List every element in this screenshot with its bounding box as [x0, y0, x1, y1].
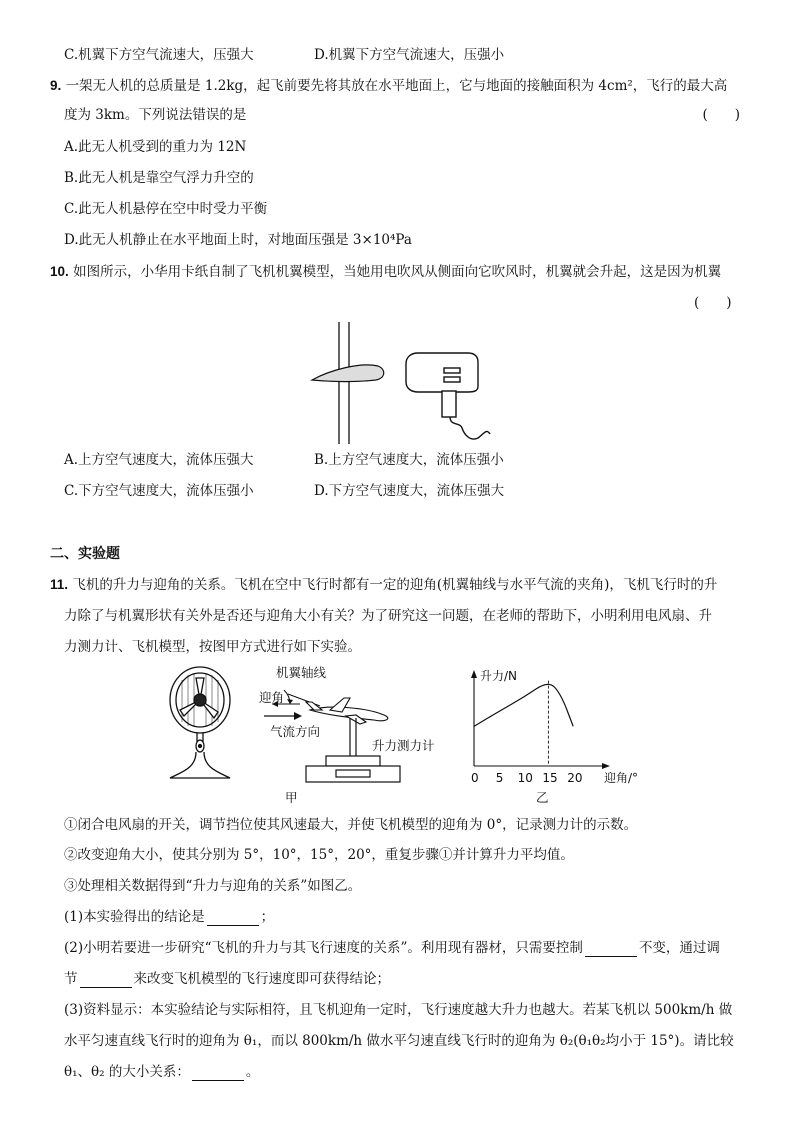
y-axis-arrow-icon [471, 670, 477, 678]
q11-sub2-text-a: (2)小明若要进一步研究“飞机的升力与其飞行速度的关系”。利用现有器材，只需要控制 [64, 940, 583, 956]
q11-sub3-end: 。 [245, 1064, 260, 1080]
q11-sub2-line1 [64, 939, 720, 957]
q11-stem-text1: 飞机的升力与迎角的关系。飞机在空中飞行时都有一定的迎角(机翼轴线与水平气流的夹角)，飞机飞行时的升 [72, 577, 718, 593]
label-lift-meter: 升力测力计 [372, 738, 435, 753]
q11-sub1 [64, 908, 274, 926]
q8-option-c: C.机翼下方空气流速大，压强大 [64, 47, 254, 63]
paper-wing-icon [312, 365, 384, 382]
q8-option-d: D.机翼下方空气流速大，压强小 [314, 47, 505, 63]
q9-option-c: C.此无人机悬停在空中时受力平衡 [64, 201, 268, 217]
figure-yi-caption: 乙 [536, 790, 549, 805]
q10-option-a: A.上方空气速度大，流体压强大 [64, 452, 254, 468]
q9-option-b: B.此无人机是靠空气浮力升空的 [64, 170, 254, 186]
q10-option-c: C.下方空气速度大，流体压强小 [64, 483, 254, 499]
q11-sub2-blank2[interactable] [80, 973, 132, 988]
label-attack-angle: 迎角 [259, 690, 285, 705]
q9-answer-paren: ( ) [702, 107, 740, 123]
q10-option-b: B.上方空气速度大，流体压强小 [314, 452, 504, 468]
q10-stem-line1 [50, 263, 721, 281]
hair-dryer-icon [406, 353, 490, 439]
figure-yi-lift-angle-chart [460, 666, 650, 786]
q11-stem-line1 [50, 576, 717, 594]
q11-number: 11. [50, 577, 69, 592]
q11-step3: ③处理相关数据得到“升力与迎角的关系”如图乙。 [64, 878, 362, 894]
x-tick-label: 20 [567, 771, 583, 785]
figure-jia-caption: 甲 [285, 790, 298, 805]
q11-sub2-text-d: 来改变飞机模型的飞行速度即可获得结论； [133, 971, 390, 987]
q11-sub3-text-a: θ₁、θ₂ 的大小关系： [64, 1064, 190, 1080]
wing-model-hairdryer-figure [300, 316, 500, 446]
electric-fan-icon [170, 667, 230, 778]
q9-stem-text2: 度为 3km。下列说法错误的是 [64, 107, 247, 123]
q11-sub1-blank[interactable] [207, 911, 259, 926]
section-heading-experiment: 二、实验题 [50, 546, 120, 562]
q9-number: 9. [50, 78, 62, 93]
q9-stem-line2 [64, 106, 740, 124]
x-tick-label: 15 [542, 771, 558, 785]
x-axis-label: 迎角/° [604, 771, 639, 785]
q11-sub3-line2: 水平匀速直线飞行时的迎角为 θ₁，而以 800km/h 做水平匀速直线飞行时的迎角为 θ₂(θ₁θ₂均小于 15°)。请比较 [64, 1033, 734, 1049]
x-tick-label: 5 [495, 771, 504, 785]
q11-sub1-end: ； [260, 909, 275, 925]
label-airflow-direction: 气流方向 [270, 724, 321, 739]
q11-step1: ①闭合电风扇的开关，调节挡位使其风速最大，并使飞机模型的迎角为 0°，记录测力计的示数。 [64, 817, 638, 833]
q10-answer-paren: ( ) [694, 295, 732, 311]
q11-sub3-line1: (3)资料显示：本实验结论与实际相符，且飞机迎角一定时，飞行速度越大升力也越大。若某飞机以 500km/h 做 [64, 1002, 733, 1018]
q9-stem-text1: 一架无人机的总质量是 1.2kg，起飞前要先将其放在水平地面上，它与地面的接触面积为 4cm²，飞行的最大高 [65, 78, 728, 94]
label-wing-axis: 机翼轴线 [276, 665, 327, 680]
q11-sub3-line3 [64, 1063, 259, 1081]
q11-sub3-blank[interactable] [192, 1066, 244, 1081]
y-axis-label: 升力/N [480, 669, 518, 683]
q11-sub2-line2 [64, 970, 390, 988]
q10-stem-text1: 如图所示，小华用卡纸自制了飞机机翼模型，当她用电吹风从侧面向它吹风时，机翼就会升起，这是因为机翼 [73, 264, 722, 280]
q11-step2: ②改变迎角大小，使其分别为 5°，10°，15°，20°，重复步骤①并计算升力平均值。 [64, 847, 574, 863]
q9-stem-line1 [50, 77, 727, 95]
airplane-model-icon [306, 698, 388, 724]
x-axis-arrow-icon [602, 763, 610, 769]
q10-number: 10. [50, 264, 69, 279]
q11-sub2-text-c: 节 [64, 971, 78, 987]
q11-sub2-text-b: 不变，通过调 [638, 940, 720, 956]
q11-stem-line2: 力除了与机翼形状有关外是否还与迎角大小有关？为了研究这一问题，在老师的帮助下，小明利用电风扇、升 [64, 608, 712, 624]
q11-sub2-blank1[interactable] [585, 942, 637, 957]
series-line [474, 684, 573, 726]
q11-sub1-text: (1)本实验得出的结论是 [64, 909, 205, 925]
wing-stand-rods [339, 322, 349, 444]
x-tick-label: 10 [517, 771, 533, 785]
q11-stem-line3: 力测力计、飞机模型，按图甲方式进行如下实验。 [64, 639, 361, 655]
q10-option-d: D.下方空气速度大，流体压强大 [314, 483, 505, 499]
q9-option-a: A.此无人机受到的重力为 12N [64, 139, 247, 155]
x-tick-label: 0 [471, 771, 479, 785]
q9-option-d: D.此无人机静止在水平地面上时，对地面压强是 3×10⁴Pa [64, 232, 412, 248]
